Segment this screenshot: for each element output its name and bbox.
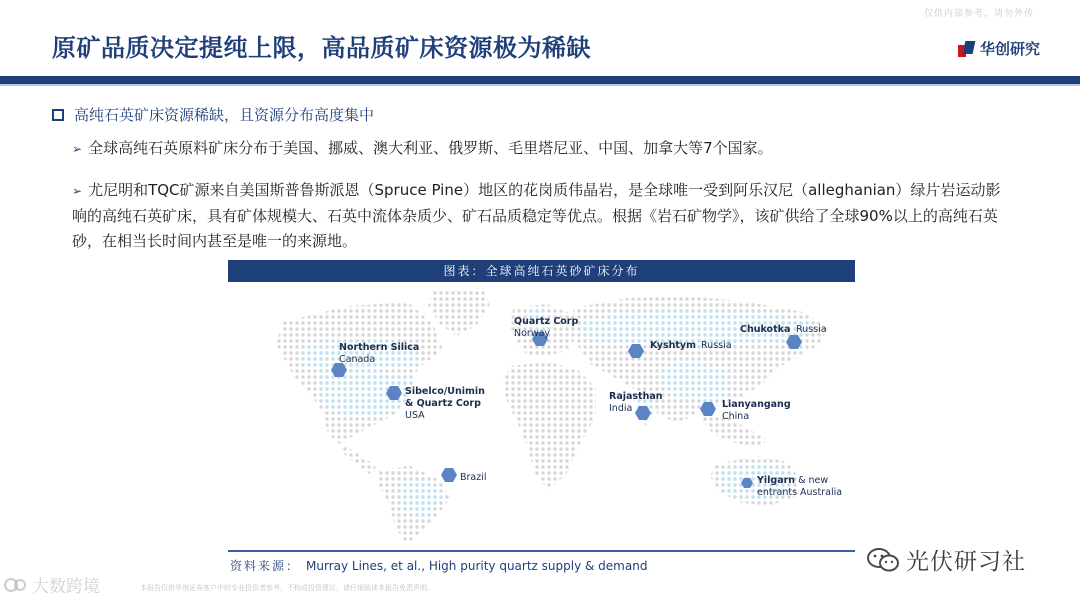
arrow-bullet-icon: ➢ <box>72 184 83 198</box>
usa-deposit-country: USA <box>405 410 425 421</box>
australia-deposit-suffix: & new <box>795 475 829 486</box>
australia-deposit-name-line1 <box>756 475 828 486</box>
norway-deposit-name: Quartz Corp <box>514 316 579 327</box>
square-bullet-icon <box>52 109 64 121</box>
canada-deposit-name: Northern Silica <box>339 342 420 353</box>
watermark-left-text: 大数跨境 <box>32 577 100 597</box>
top-disclaimer: 仅供内部参考，请勿外传 <box>923 9 1034 19</box>
source-divider <box>228 550 855 552</box>
world-map-svg <box>228 284 855 546</box>
kyshtym-deposit-name: Kyshtym <box>650 340 696 351</box>
canada-deposit-country: Canada <box>339 354 376 365</box>
source-label: 资料来源： <box>230 559 301 573</box>
rajasthan-deposit-name: Rajasthan <box>609 391 663 402</box>
lianyangang-deposit-name: Lianyangang <box>722 399 791 410</box>
sub-bullet-1 <box>72 136 773 162</box>
brand-logo <box>958 38 1040 59</box>
norway-deposit-country: Norway <box>514 328 551 339</box>
chukotka-deposit-country: Russia <box>796 324 827 335</box>
slide-title: 原矿品质决定提纯上限，高品质矿床资源极为稀缺 <box>52 34 591 62</box>
main-bullet-text: 高纯石英矿床资源稀缺，且资源分布高度集中 <box>74 106 375 124</box>
greenland-shape <box>428 288 490 336</box>
kyshtym-deposit-country: Russia <box>701 340 732 351</box>
bottom-disclaimer: 本报告仅供华创证券客户中的专业投资者参考，不构成投资建议，请仔细阅读本报告免责声明。 <box>140 584 434 592</box>
sub-bullet-2-text: 尤尼明和TQC矿源来自美国斯普鲁斯派恩（Spruce Pine）地区的花岗质伟晶岩，是全球唯一受到阿乐汉尼（alleghanian）绿片岩运动影响的高纯石英矿床，具有矿体规模大、石英中流体杂质少、矿石品质稳定等优点。根据《岩石矿物学》，该矿供给了全球90%以上的高纯石英砂，在相当长时间内甚至是唯一的来源地。 <box>72 181 1001 250</box>
arrow-bullet-icon: ➢ <box>72 142 83 156</box>
logo-mark-icon <box>958 41 976 57</box>
watermark-left <box>4 572 100 597</box>
wechat-icon <box>866 546 900 574</box>
title-divider-thin <box>0 84 1080 86</box>
brazil-deposit-name: Brazil <box>460 472 487 483</box>
watermark-right <box>866 543 1026 576</box>
source-text: Murray Lines, et al., High purity quartz supply & demand <box>306 559 648 573</box>
australia-deposit-name: Yilgarn <box>757 475 796 486</box>
usa-deposit-name-line2: & Quartz Corp <box>405 398 481 409</box>
central-america-shape <box>340 444 378 474</box>
logo-text: 华创研究 <box>979 40 1040 58</box>
sub-bullet-2 <box>72 178 1012 254</box>
world-map <box>228 284 855 546</box>
usa-deposit-name-line1: Sibelco/Unimin <box>405 386 485 397</box>
lianyangang-deposit-country: China <box>722 411 750 422</box>
figure-source <box>230 557 647 574</box>
main-bullet <box>52 104 374 125</box>
watermark-left-icon <box>4 576 26 594</box>
figure-caption: 图表：全球高纯石英砂矿床分布 <box>228 260 855 282</box>
title-divider <box>0 76 1080 84</box>
sub-bullet-1-text: 全球高纯石英原料矿床分布于美国、挪威、澳大利亚、俄罗斯、毛里塔尼亚、中国、加拿大等7个国家。 <box>88 139 773 157</box>
australia-deposit-country: entrants Australia <box>757 487 843 498</box>
watermark-right-text: 光伏研习社 <box>906 549 1026 575</box>
africa-shape <box>502 362 596 490</box>
brazil-hex-marker <box>441 468 457 482</box>
chukotka-deposit-name: Chukotka <box>740 324 791 335</box>
rajasthan-deposit-country: India <box>609 403 633 414</box>
